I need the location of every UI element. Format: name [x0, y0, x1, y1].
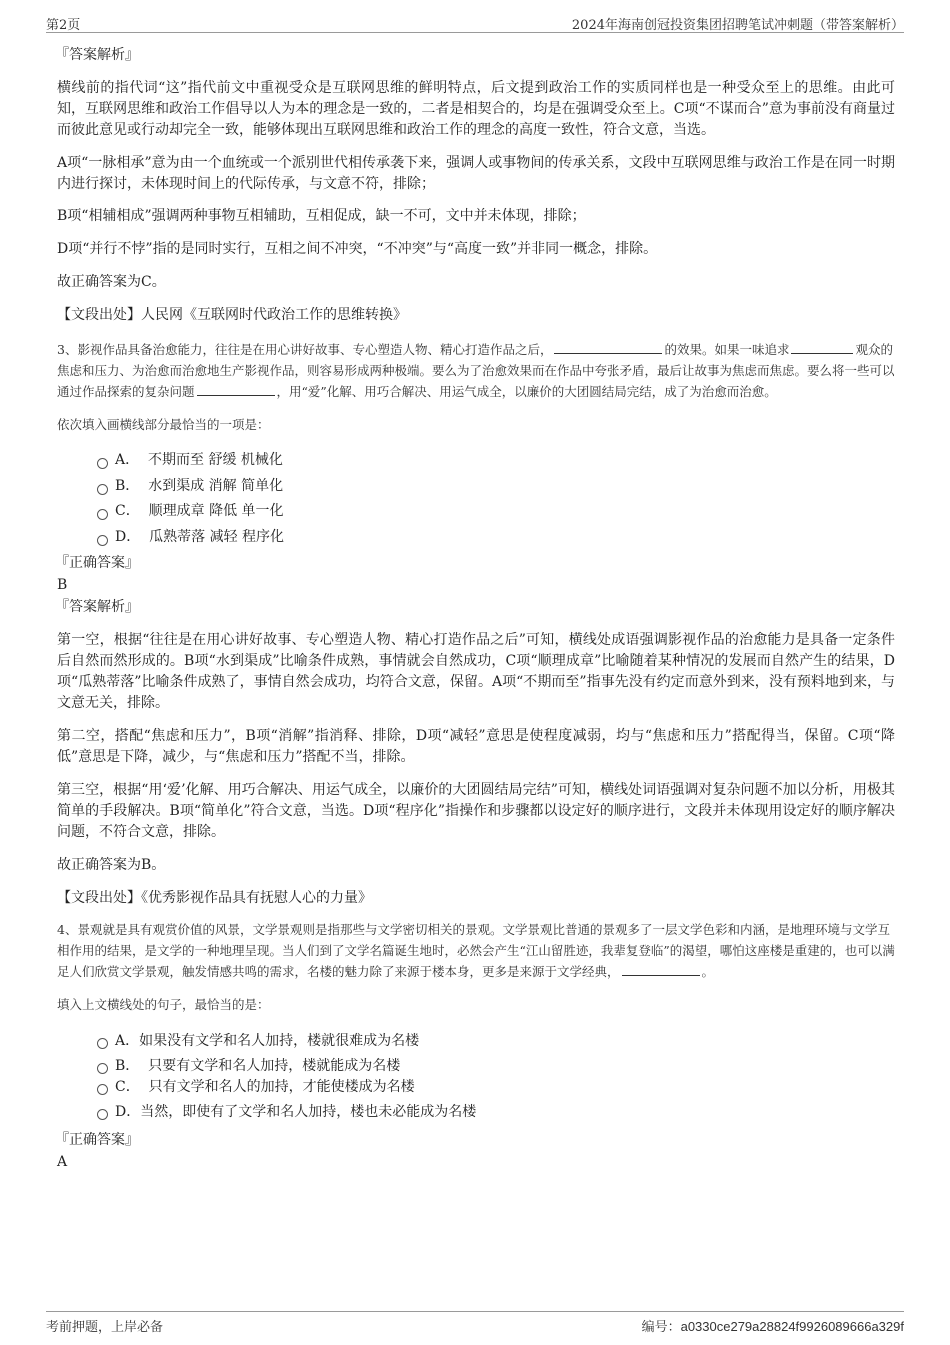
radio-circle-icon[interactable]: [97, 1109, 108, 1120]
radio-circle-icon[interactable]: [97, 535, 108, 546]
radio-circle-icon[interactable]: [97, 1084, 108, 1095]
blank-line: [197, 381, 275, 396]
correct-answer-value: B: [57, 577, 68, 593]
radio-circle-icon[interactable]: [97, 484, 108, 495]
radio-circle-icon[interactable]: [97, 509, 108, 520]
analysis-paragraph: A项“一脉相承”意为由一个血统或一个派别世代相传承袭下来，强调人或事物间的传承关系，文段中互联网思维与政治工作是在同一时期内进行探讨，未体现时间上的代际传承，与文意不符，排除；: [57, 155, 895, 192]
option-list: [57, 448, 895, 550]
option-c[interactable]: C． 顺理成章 降低 单一化: [57, 499, 895, 525]
option-a[interactable]: A． 不期而至 舒缓 机械化: [57, 448, 895, 474]
question-prompt: 依次填入画横线部分最恰当的一项是：: [57, 417, 270, 432]
option-d[interactable]: D． 瓜熟蒂落 减轻 程序化: [57, 525, 895, 551]
correct-answer-value: A: [57, 1154, 68, 1170]
blank-line: [791, 339, 853, 354]
option-a[interactable]: A．如果没有文学和名人加持，楼就很难成为名楼: [57, 1031, 895, 1052]
question-stem: 4、景观就是具有观赏价值的风景，文学景观则是指那些与文学密切相关的景观。文学景观比普通的景观多了一层文学色彩和内涵，是地理环境与文学互相作用的结果，是文学的一种地理呈现。当人们到了文学名篇诞生地时，必然会产生“江山留胜迹，我辈复登临”的渴望，哪怕这座楼是重建的，也可以满足人们欣赏文学景观，触发情感共鸣的需求，名楼的魅力除了来源于楼本身，更多是来源于文学经典， 。: [57, 922, 895, 979]
option-d[interactable]: D．当然，即使有了文学和名人加持，楼也未必能成为名楼: [57, 1102, 895, 1123]
analysis-label: 『答案解析』: [55, 599, 139, 615]
question-stem: 3、影视作品具备治愈能力，往往是在用心讲好故事、专心塑造人物、精心打造作品之后， 的效果。如果一味追求 观众的焦虑和压力、为治愈而治愈地生产影视作品，则容易形成两种极端。要么为了治愈效果而在作品中夸张矛盾，最后让故事为焦虑而焦虑。要么将一些可以通过作品探索的复杂问题 ，用“爱”化解、用巧合解决、用运气成全，以廉价的大团圆结局完结，成了为治愈而治愈。: [57, 339, 895, 402]
option-b[interactable]: B． 只要有文学和名人加持，楼就能成为名楼: [57, 1056, 895, 1077]
page-content: [57, 44, 895, 1173]
analysis-paragraph: 横线前的指代词“这”指代前文中重视受众是互联网思维的鲜明特点，后文提到政治工作的实质同样也是一种受众至上的思维。由此可知，互联网思维和政治工作倡导以人为本的理念是一致的，二者是相契合的，均是在强调受众至上。C项“不谋而合”意为事前没有商量过而彼此意见或行动却完全一致，能够体现出互联网思维和政治工作的理念的高度一致性，符合文意，当选。: [57, 80, 895, 138]
radio-circle-icon[interactable]: [97, 1063, 108, 1074]
radio-circle-icon[interactable]: [97, 1038, 108, 1049]
analysis-paragraph: B项“相辅相成”强调两种事物互相辅助，互相促成，缺一不可，文中并未体现，排除；: [57, 208, 586, 224]
answer-conclusion: 故正确答案为B。: [57, 857, 166, 873]
footer-slogan: 考前押题，上岸必备: [46, 1320, 164, 1335]
blank-line: [554, 339, 662, 354]
correct-answer-label: 『正确答案』: [55, 555, 139, 571]
page-footer: [46, 1311, 904, 1338]
question-prompt: 填入上文横线处的句子，最恰当的是：: [57, 997, 270, 1012]
analysis-paragraph: 第三空，根据“用‘爱’化解、用巧合解决、用运气成全，以廉价的大团圆结局完结”可知，横线处词语强调对复杂问题不加以分析，用极其简单的手段解决。B项“简单化”符合文意，当选。D项“程序化”指操作和步骤都以设定好的顺序进行，文段并未体现用设定好的顺序解决问题，不符合文意，排除。: [57, 782, 895, 840]
option-list: [57, 1031, 895, 1123]
radio-circle-icon[interactable]: [97, 458, 108, 469]
correct-answer-label: 『正确答案』: [55, 1132, 139, 1148]
analysis-paragraph: 第二空，搭配“焦虑和压力”，B项“消解”指消释、排除，D项“减轻”意思是使程度减弱，均与“焦虑和压力”搭配得当，保留。C项“降低”意思是下降，减少，与“焦虑和压力”搭配不当，排除。: [57, 728, 895, 765]
option-c[interactable]: C． 只有文学和名人的加持，才能使楼成为名楼: [57, 1077, 895, 1098]
analysis-paragraph: D项“并行不悖”指的是同时实行，互相之间不冲突，“不冲突”与“高度一致”并非同一概念，排除。: [57, 241, 658, 257]
page-number: 第2页: [46, 18, 81, 33]
option-b[interactable]: B． 水到渠成 消解 简单化: [57, 474, 895, 500]
blank-line: [622, 961, 700, 976]
page-header: [46, 10, 904, 33]
analysis-paragraph: 第一空，根据“往往是在用心讲好故事、专心塑造人物、精心打造作品之后”可知，横线处成语强调影视作品的治愈能力是具备一定条件后自然而然形成的。B项“水到渠成”比喻条件成熟，事情就会自然成功，C项“顺理成章”比喻随着某种情况的发展而自然产生的结果，D项“瓜熟蒂落”比喻条件成熟了，事情自然会成功，均符合文意，保留。A项“不期而至”指事先没有约定而意外到来，没有预料地到来，与文意无关，排除。: [57, 632, 895, 711]
analysis-label: 『答案解析』: [55, 47, 139, 63]
answer-conclusion: 故正确答案为C。: [57, 274, 166, 290]
source-citation: 【文段出处】人民网《互联网时代政治工作的思维转换》: [57, 307, 407, 323]
source-citation: 【文段出处】《优秀影视作品具有抚慰人心的力量》: [57, 890, 372, 906]
document-code: 编号：a0330ce279a28824f9926089666a329f: [641, 1319, 904, 1335]
document-title: 2024年海南创冠投资集团招聘笔试冲刺题（带答案解析）: [571, 18, 904, 33]
